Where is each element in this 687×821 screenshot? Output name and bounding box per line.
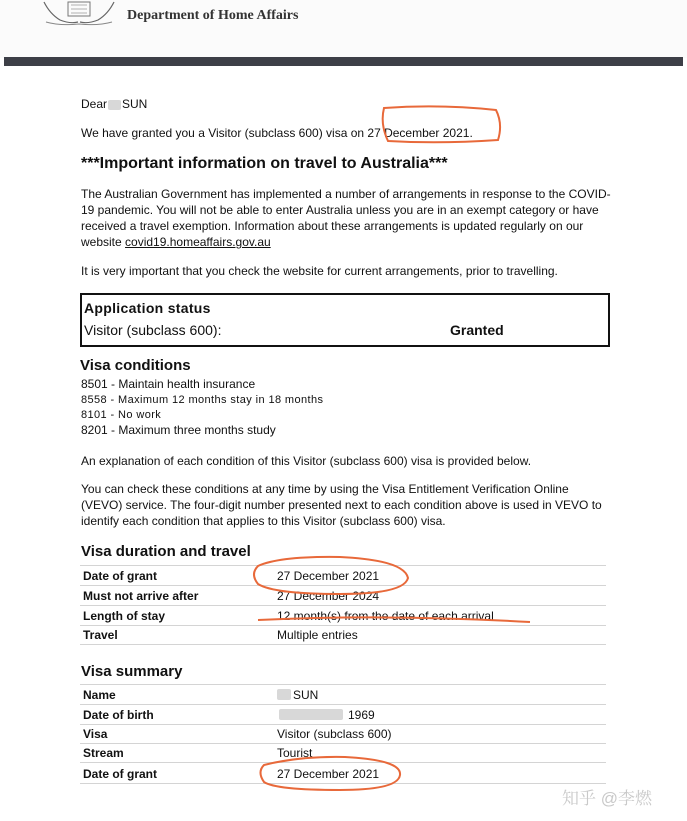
table-row <box>80 606 606 626</box>
row-value: 27 December 2021 <box>277 767 380 781</box>
vevo-paragraph: You can check these conditions at any time by using the Visa Entitlement Verification Online (VEVO) service. The four-digit number presented next to each condition above is used in VEVO to identify each condition that applies to this Visitor (subclass 600) visa. <box>81 482 602 528</box>
row-value: 1969 <box>348 708 375 722</box>
redacted-birth-date <box>279 709 343 720</box>
salutation-prefix: Dear <box>81 97 108 111</box>
table-row <box>80 685 606 705</box>
row-value: Tourist <box>277 746 313 760</box>
condition-item: 8201 - Maximum three months study <box>81 423 276 437</box>
row-key: Stream <box>83 746 124 760</box>
conditions-explanation: An explanation of each condition of this Visitor (subclass 600) visa is provided below. <box>81 454 532 468</box>
row-key: Visa <box>83 727 108 741</box>
row-value: SUN <box>293 688 319 702</box>
grant-sentence <box>81 126 473 140</box>
grant-date: 27 December 2021. <box>367 126 473 140</box>
condition-item: 8101 - No work <box>81 409 162 421</box>
check-website-text: It is very important that you check the website for current arrangements, prior to travelling. <box>81 264 558 278</box>
watermark: 知乎 @李燃 <box>562 789 652 808</box>
grant-text: We have granted you a Visitor (subclass 600) visa on <box>81 126 365 140</box>
redacted-name <box>108 100 121 110</box>
duration-heading: Visa duration and travel <box>81 543 251 560</box>
row-key: Must not arrive after <box>83 589 199 603</box>
redacted-given-name <box>277 689 291 700</box>
row-key: Travel <box>83 628 118 642</box>
summary-heading: Visa summary <box>81 663 183 680</box>
row-value: 27 December 2021 <box>277 569 380 583</box>
header-bar <box>4 57 683 66</box>
row-value: 12 month(s) from the date of each arrival <box>277 609 494 623</box>
status-visa: Visitor (subclass 600): <box>84 322 222 338</box>
table-row <box>80 743 606 763</box>
row-key: Name <box>83 688 116 702</box>
table-row <box>80 566 606 586</box>
letter-header <box>0 0 687 58</box>
table-row <box>80 586 606 606</box>
status-value: Granted <box>450 322 504 338</box>
table-row <box>80 764 606 784</box>
row-value: Visitor (subclass 600) <box>277 727 392 741</box>
important-heading: ***Important information on travel to Australia*** <box>81 155 448 172</box>
row-value: 27 December 2024 <box>277 589 380 603</box>
condition-item: 8501 - Maintain health insurance <box>81 377 256 391</box>
row-key: Date of grant <box>83 767 158 781</box>
important-text: The Australian Government has implemented a number of arrangements in response to the COVID-19 pandemic. You will not be able to enter Australia unless you are in an exempt category or have received a travel exemption. Information about these arrangements is updated regularly on our website <box>81 187 611 249</box>
row-key: Date of grant <box>83 569 158 583</box>
department-name: Department of Home Affairs <box>127 8 299 23</box>
important-paragraph <box>81 186 611 250</box>
coat-of-arms-logo <box>40 0 118 26</box>
row-key: Length of stay <box>83 609 166 623</box>
table-row <box>80 724 606 744</box>
row-value: Multiple entries <box>277 628 358 642</box>
status-title: Application status <box>84 300 211 316</box>
table-row <box>80 705 606 725</box>
salutation-name: SUN <box>122 97 148 111</box>
conditions-heading: Visa conditions <box>80 357 191 374</box>
application-status-box <box>80 293 610 347</box>
table-row <box>80 625 606 645</box>
covid-website-link[interactable]: covid19.homeaffairs.gov.au <box>125 235 271 249</box>
row-key: Date of birth <box>83 708 154 722</box>
condition-item: 8558 - Maximum 12 months stay in 18 months <box>81 394 324 406</box>
salutation <box>81 97 147 111</box>
